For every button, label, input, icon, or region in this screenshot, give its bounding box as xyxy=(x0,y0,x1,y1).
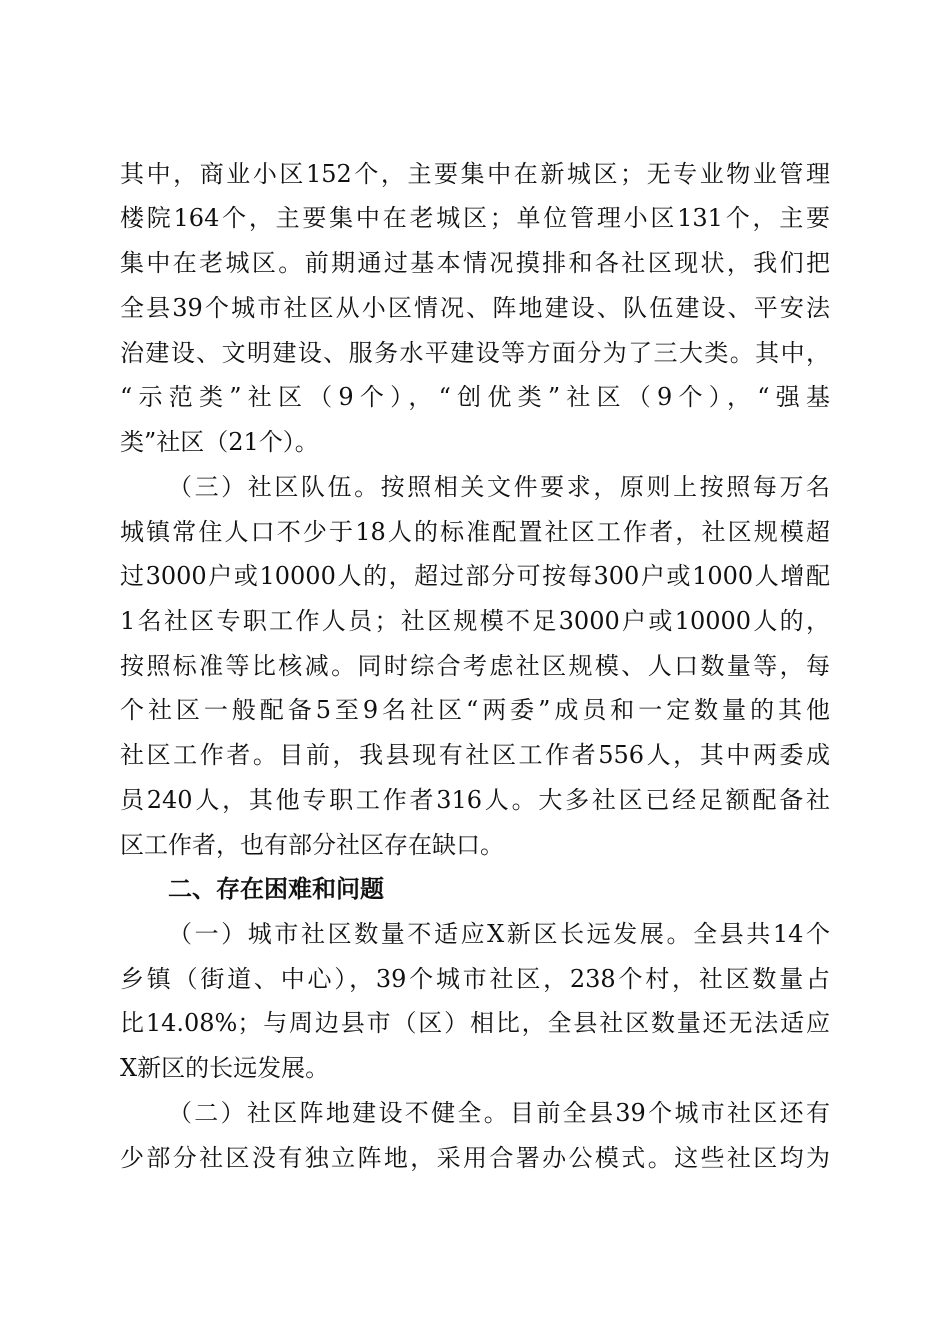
body-text-line: 治建设、文明建设、服务水平建设等方面分为了三大类。其中， xyxy=(120,339,830,367)
body-text-line: 少部分社区没有独立阵地，采用合署办公模式。这些社区均为 xyxy=(120,1144,830,1172)
subsection-heading-line: （二）社区阵地建设不健全。目前全县39个城市社区还有 xyxy=(168,1099,830,1127)
body-text-line: 楼院164个，主要集中在老城区；单位管理小区131个，主要 xyxy=(120,204,830,232)
body-text-line: 集中在老城区。前期通过基本情况摸排和各社区现状，我们把 xyxy=(120,249,830,277)
body-text-line: 区工作者，也有部分社区存在缺口。 xyxy=(120,831,504,859)
body-text-line: 类”社区（21个）。 xyxy=(120,428,319,456)
body-text-line: 乡镇（街道、中心），39个城市社区，238个村，社区数量占 xyxy=(120,965,830,993)
body-text-line: 城镇常住人口不少于18人的标准配置社区工作者，社区规模超 xyxy=(120,518,830,546)
body-text-line: 1名社区专职工作人员；社区规模不足3000户或10000人的， xyxy=(120,607,830,635)
body-text-line: 比14.08%；与周边县市（区）相比，全县社区数量还无法适应 xyxy=(120,1009,830,1037)
body-text-line: X新区的长远发展。 xyxy=(120,1054,330,1082)
body-text-line: 其中，商业小区152个，主要集中在新城区；无专业物业管理 xyxy=(120,160,830,188)
body-text-line: “示范类”社区（9个），“创优类”社区（9个），“强基 xyxy=(120,383,830,411)
body-text-line: 过3000户或10000人的，超过部分可按每300户或1000人增配 xyxy=(120,562,830,590)
body-text-line: 个社区一般配备5至9名社区“两委”成员和一定数量的其他 xyxy=(120,696,830,724)
section-heading: 二、存在困难和问题 xyxy=(168,875,384,903)
body-text-line: 按照标准等比核减。同时综合考虑社区规模、人口数量等，每 xyxy=(120,652,830,680)
body-text-line: 员240人，其他专职工作者316人。大多社区已经足额配备社 xyxy=(120,786,830,814)
subsection-heading-line: （一）城市社区数量不适应X新区长远发展。全县共14个 xyxy=(168,920,830,948)
body-text-line: 全县39个城市社区从小区情况、阵地建设、队伍建设、平安法 xyxy=(120,294,830,322)
subsection-heading-line: （三）社区队伍。按照相关文件要求，原则上按照每万名 xyxy=(168,473,830,501)
body-text-line: 社区工作者。目前，我县现有社区工作者556人，其中两委成 xyxy=(120,741,830,769)
